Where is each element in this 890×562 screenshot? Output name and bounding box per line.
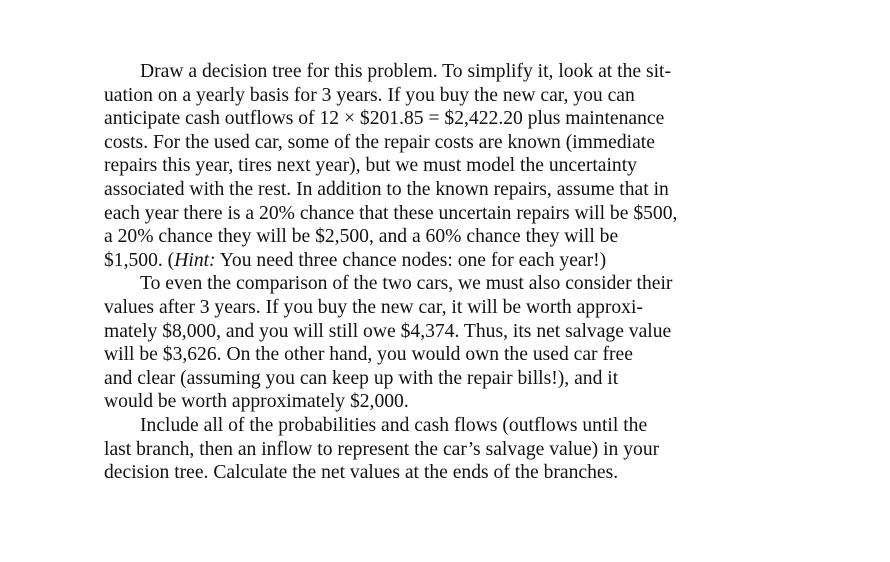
text-line: values after 3 years. If you buy the new car, it will be worth approxi-	[104, 296, 643, 318]
text-line: Include all of the probabilities and cash flows (outflows until the	[140, 414, 648, 436]
text-line: each year there is a 20% chance that these uncertain repairs will be $500,	[104, 202, 678, 224]
problem-text	[104, 60, 744, 485]
text-line: will be $3,626. On the other hand, you would own the used car free	[104, 344, 633, 366]
text-line: decision tree. Calculate the net values at the ends of the branches.	[104, 462, 619, 484]
text-line: anticipate cash outflows of 12 × $201.85 = $2,422.20 plus maintenance	[104, 108, 665, 130]
text-line: costs. For the used car, some of the repair costs are known (immediate	[104, 131, 655, 153]
text-run: You need three chance nodes: one for each year!)	[215, 249, 607, 271]
text-run: $1,500. (	[104, 249, 175, 271]
text-line	[104, 249, 744, 273]
text-line: associated with the rest. In addition to the known repairs, assume that in	[104, 178, 669, 200]
text-line: repairs this year, tires next year), but we must model the uncertainty	[104, 155, 637, 177]
paragraph-instructions	[104, 414, 744, 485]
text-line: mately $8,000, and you will still owe $4,374. Thus, its net salvage value	[104, 320, 672, 342]
text-line: and clear (assuming you can keep up with the repair bills!), and it	[104, 367, 619, 389]
text-line: uation on a yearly basis for 3 years. If you buy the new car, you can	[104, 84, 635, 106]
text-line: last branch, then an inflow to represent the car’s salvage value) in your	[104, 438, 660, 460]
hint-label: Hint:	[174, 249, 216, 271]
text-line: a 20% chance they will be $2,500, and a 60% chance they will be	[104, 226, 619, 248]
paragraph-salvage-values	[104, 272, 744, 414]
text-line: would be worth approximately $2,000.	[104, 391, 409, 413]
text-line: Draw a decision tree for this problem. To simplify it, look at the sit-	[140, 61, 672, 82]
text-line: To even the comparison of the two cars, we must also consider their	[140, 273, 673, 295]
paragraph-decision-tree	[104, 60, 744, 272]
